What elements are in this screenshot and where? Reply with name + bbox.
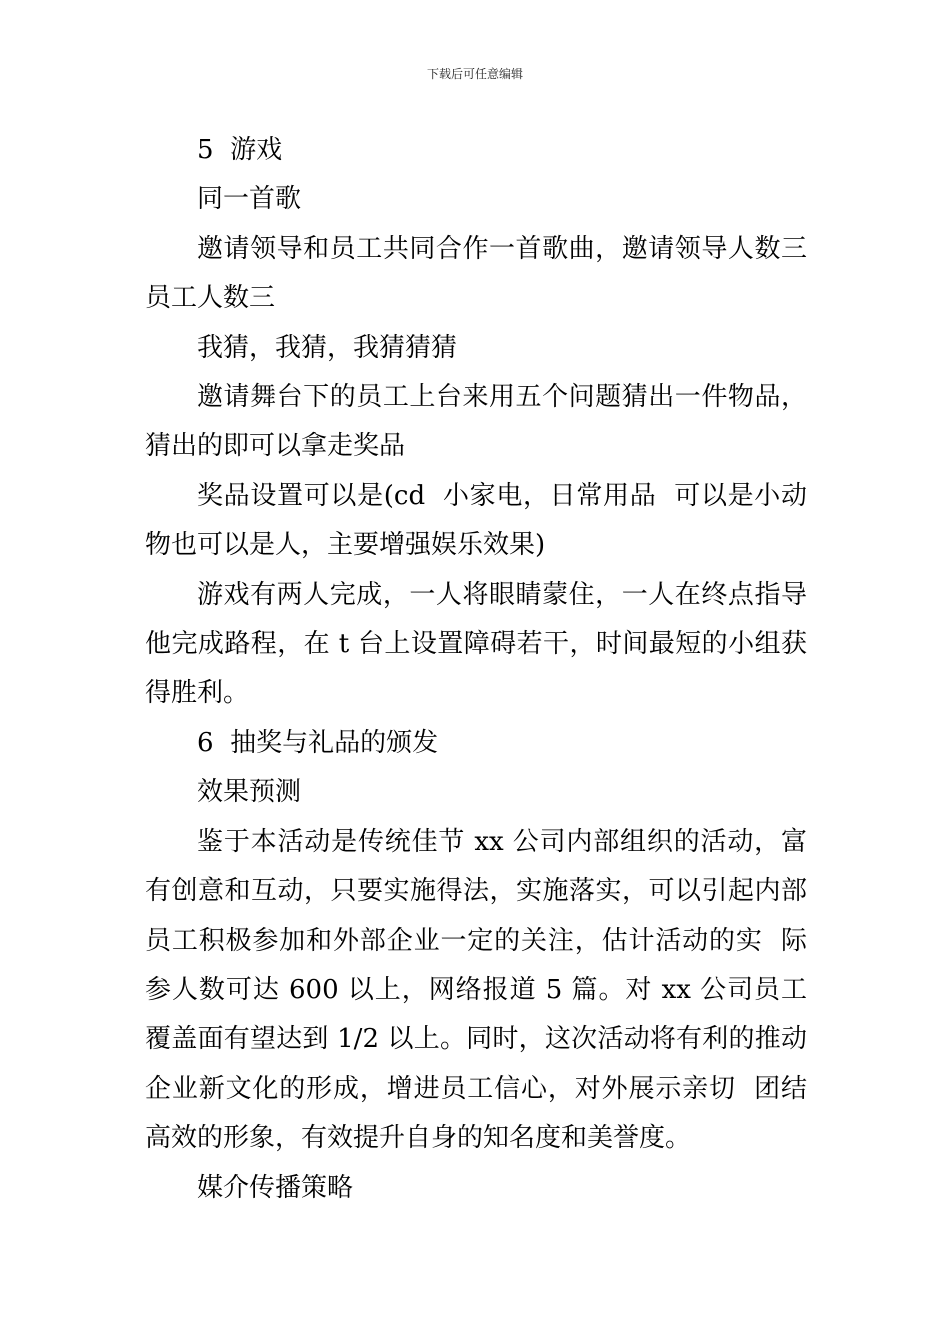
document-body — [145, 126, 807, 1213]
paragraph-prizes: 奖品设置可以是(cd 小家电，日常用品 可以是小动物也可以是人，主要增强娱乐效果) — [145, 480, 807, 561]
paragraph-blindfold-game: 游戏有两人完成，一人将眼睛蒙住，一人在终点指导他完成路程，在 t 台上设置障碍若干，时间最短的小组获得胜利。 — [145, 579, 807, 709]
page-header: 下载后可任意编辑 — [426, 67, 523, 81]
game-title-same-song: 同一首歌 — [197, 184, 302, 215]
paragraph-guess: 邀请舞台下的员工上台来用五个问题猜出一件物品，猜出的即可以拿走奖品 — [145, 382, 807, 462]
heading-effect-prediction: 效果预测 — [197, 777, 302, 808]
section-heading-lottery: 6 抽奖与礼品的颁发 — [197, 727, 439, 758]
game-title-guess: 我猜，我猜，我猜猜猜 — [197, 332, 458, 363]
heading-media-strategy: 媒介传播策略 — [197, 1172, 354, 1203]
paragraph-effect-prediction: 鉴于本活动是传统佳节 xx 公司内部组织的活动，富有创意和互动，只要实施得法，实施落实，可以引起内部员工积极参加和外部企业一定的关注，估计活动的实 际参人数可达 600 以上，网络报道 5 篇。对 xx 公司员工覆盖面有望达到 1/2 以上。同时，这次活动将有利的推动企业新文化的形成，增进员工信心，对外展示亲切 团结高效的形象，有效提升自身的知名度和美誉度。 — [145, 826, 807, 1154]
section-heading-games: 5 游戏 — [197, 135, 283, 165]
paragraph-same-song: 邀请领导和员工共同合作一首歌曲，邀请领导人数三员工人数三 — [145, 233, 807, 314]
